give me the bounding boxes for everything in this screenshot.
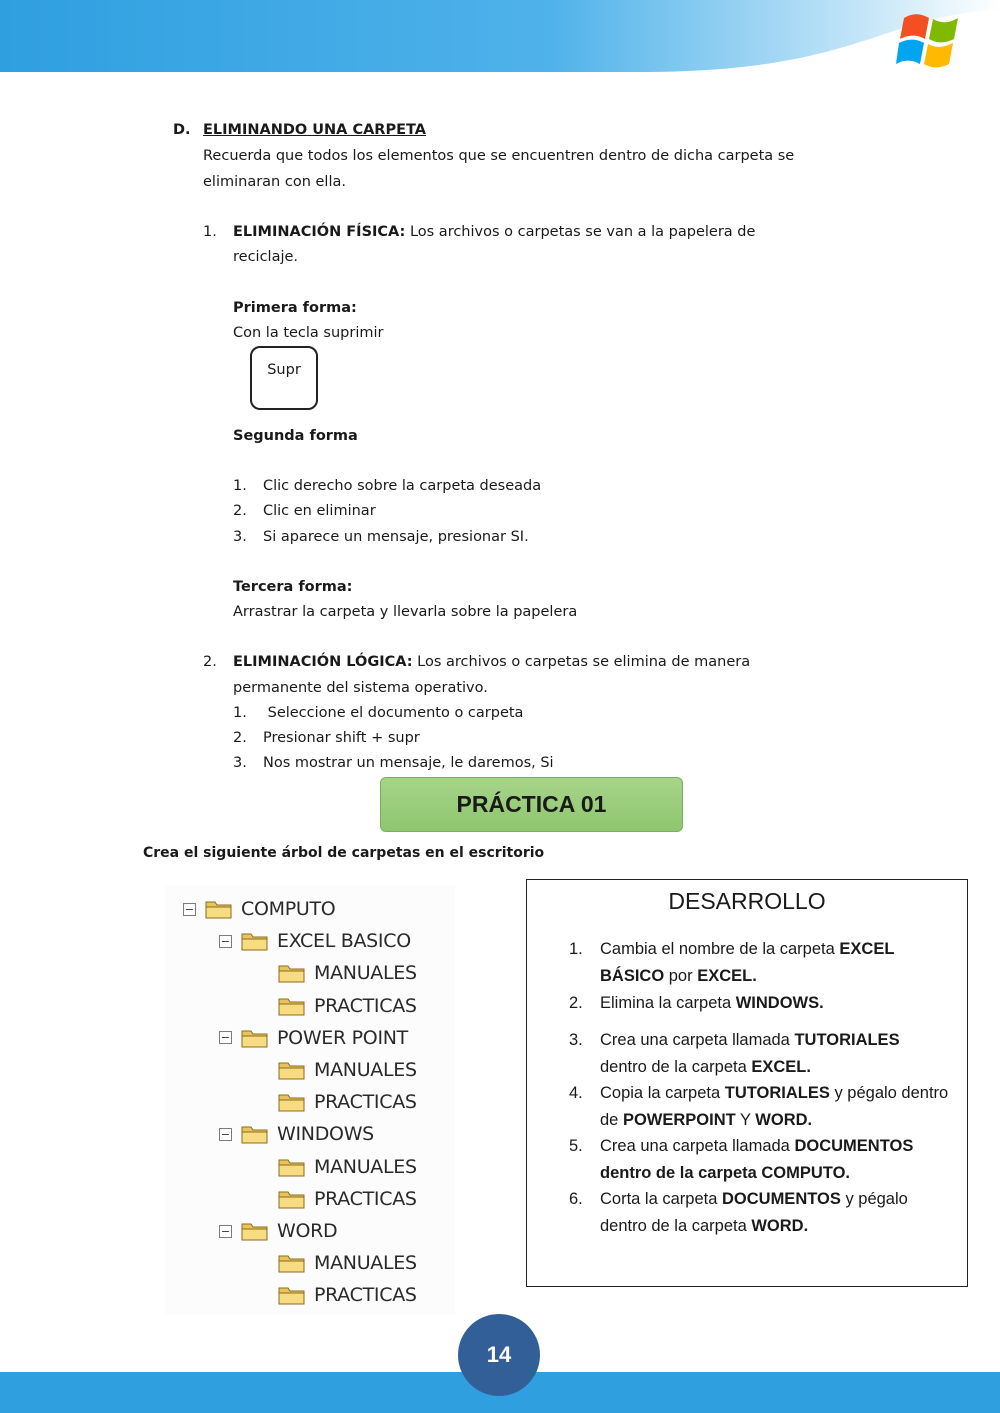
folder-icon: [278, 1156, 306, 1178]
header-band: [0, 0, 1000, 75]
folder-icon: [241, 1123, 269, 1145]
physical-text: Los archivos o carpetas se van a la papelera de: [405, 224, 756, 240]
first-way-text: Con la tecla suprimir: [233, 325, 384, 341]
folder-icon: [278, 1284, 306, 1306]
practice-instruction: Crea el siguiente árbol de carpetas en el escritorio: [143, 845, 545, 861]
collapse-toggle-icon[interactable]: −: [220, 934, 231, 948]
second-step-2-text: Clic en eliminar: [263, 503, 376, 519]
tree-node[interactable]: [278, 1054, 417, 1086]
development-item: [569, 990, 949, 1017]
tree-node[interactable]: [278, 1151, 417, 1183]
logical-line-2: permanente del sistema operativo.: [233, 680, 488, 696]
section-title: ELIMINANDO UNA CARPETA: [203, 122, 426, 138]
development-item: [569, 1133, 949, 1186]
folder-icon: [278, 1091, 306, 1113]
development-item-number: 6.: [569, 1190, 583, 1208]
development-item-text: Crea una carpeta llamada DOCUMENTOS dentro de la carpeta COMPUTO.: [600, 1137, 914, 1182]
second-step-3-text: Si aparece un mensaje, presionar SI.: [263, 529, 529, 545]
development-item-text: Crea una carpeta llamada TUTORIALES dentro de la carpeta EXCEL.: [600, 1031, 900, 1076]
development-item-number: 1.: [569, 940, 583, 958]
supr-key: Supr: [250, 346, 318, 410]
tree-node[interactable]: [219, 1215, 337, 1247]
tree-node[interactable]: [278, 1247, 417, 1279]
tree-node[interactable]: [219, 1022, 408, 1054]
tree-node-label: MANUALES: [314, 1059, 417, 1081]
folder-icon: [278, 1252, 306, 1274]
tree-node[interactable]: [278, 1086, 417, 1118]
second-step-1-num: 1.: [233, 478, 247, 494]
third-way-text: Arrastrar la carpeta y llevarla sobre la papelera: [233, 604, 578, 620]
second-step-1-text: Clic derecho sobre la carpeta deseada: [263, 478, 542, 494]
development-item: [569, 1080, 949, 1133]
development-item: [569, 1027, 949, 1080]
second-step-3-num: 3.: [233, 529, 247, 545]
tree-node-label: POWER POINT: [277, 1026, 408, 1049]
practice-banner: PRÁCTICA 01: [380, 777, 683, 832]
first-way-title: Primera forma:: [233, 300, 357, 316]
tree-node-label: EXCEL BASICO: [277, 930, 411, 953]
third-way-title: Tercera forma:: [233, 579, 353, 595]
section-letter: D.: [173, 122, 191, 138]
tree-node[interactable]: [219, 1118, 374, 1150]
tree-node-label: PRACTICAS: [314, 1187, 417, 1210]
development-item-number: 3.: [569, 1031, 583, 1049]
folder-icon: [278, 995, 306, 1017]
folder-icon: [278, 1059, 306, 1081]
second-step-2-num: 2.: [233, 503, 247, 519]
physical-line-1: [233, 220, 755, 245]
logical-line-1: [233, 650, 750, 675]
tree-node-label: WINDOWS: [277, 1123, 374, 1146]
logical-step-3-text: Nos mostrar un mensaje, le daremos, Si: [263, 755, 554, 771]
tree-node[interactable]: [183, 893, 335, 925]
logical-number: 2.: [203, 654, 217, 670]
logical-step-1-num: 1.: [233, 705, 247, 721]
development-item-number: 5.: [569, 1137, 583, 1155]
tree-node-label: PRACTICAS: [314, 994, 417, 1017]
folder-icon: [205, 898, 233, 920]
logical-step-2-num: 2.: [233, 730, 247, 746]
folder-icon: [241, 1220, 269, 1242]
development-item-number: 4.: [569, 1084, 583, 1102]
tree-node-label: MANUALES: [314, 1252, 417, 1275]
tree-node-label: PRACTICAS: [314, 1091, 417, 1114]
development-item-text: Corta la carpeta DOCUMENTOS y pégalo dentro de la carpeta WORD.: [600, 1190, 908, 1235]
folder-icon: [278, 1188, 306, 1210]
tree-node-label: PRACTICAS: [314, 1284, 417, 1307]
logical-text: Los archivos o carpetas se elimina de manera: [412, 654, 751, 670]
collapse-toggle-icon[interactable]: −: [220, 1224, 231, 1238]
page-number: 14: [458, 1314, 540, 1396]
folder-icon: [278, 962, 306, 984]
collapse-toggle-icon[interactable]: −: [220, 1031, 231, 1045]
logical-title: ELIMINACIÓN LÓGICA:: [233, 654, 413, 670]
windows-logo-icon: [896, 10, 968, 74]
physical-title: ELIMINACIÓN FÍSICA:: [233, 224, 406, 240]
tree-node[interactable]: [278, 957, 417, 989]
tree-node[interactable]: [219, 925, 411, 957]
development-item: [569, 936, 949, 989]
logical-step-3-num: 3.: [233, 755, 247, 771]
section-intro-line-2: eliminaran con ella.: [203, 174, 346, 190]
tree-node-label: MANUALES: [314, 962, 417, 985]
logical-step-1-text: Seleccione el documento o carpeta: [263, 705, 524, 721]
tree-node[interactable]: [278, 1279, 417, 1311]
development-title: DESARROLLO: [668, 888, 826, 914]
tree-node[interactable]: [278, 1183, 417, 1215]
collapse-toggle-icon[interactable]: −: [220, 1127, 231, 1141]
tree-node-label: MANUALES: [314, 1155, 417, 1178]
folder-tree: [165, 885, 455, 1315]
development-item-number: 2.: [569, 994, 583, 1012]
tree-node-label: COMPUTO: [241, 898, 336, 920]
folder-icon: [241, 930, 269, 952]
development-box: [526, 879, 968, 1287]
folder-icon: [241, 1027, 269, 1049]
physical-number: 1.: [203, 224, 217, 240]
section-intro-line-1: Recuerda que todos los elementos que se encuentren dentro de dicha carpeta se: [203, 148, 795, 164]
logical-step-2-text: Presionar shift + supr: [263, 730, 420, 746]
collapse-toggle-icon[interactable]: −: [184, 902, 195, 916]
development-item: [569, 1186, 949, 1239]
development-item-text: Cambia el nombre de la carpeta EXCEL BÁSICO por EXCEL.: [600, 940, 895, 985]
development-item-text: Elimina la carpeta WINDOWS.: [600, 994, 824, 1012]
physical-line-2: reciclaje.: [233, 249, 299, 265]
tree-node[interactable]: [278, 990, 417, 1022]
tree-node-label: WORD: [277, 1220, 338, 1242]
development-item-text: Copia la carpeta TUTORIALES y pégalo dentro de POWERPOINT Y WORD.: [600, 1084, 949, 1129]
second-way-title: Segunda forma: [233, 428, 358, 444]
